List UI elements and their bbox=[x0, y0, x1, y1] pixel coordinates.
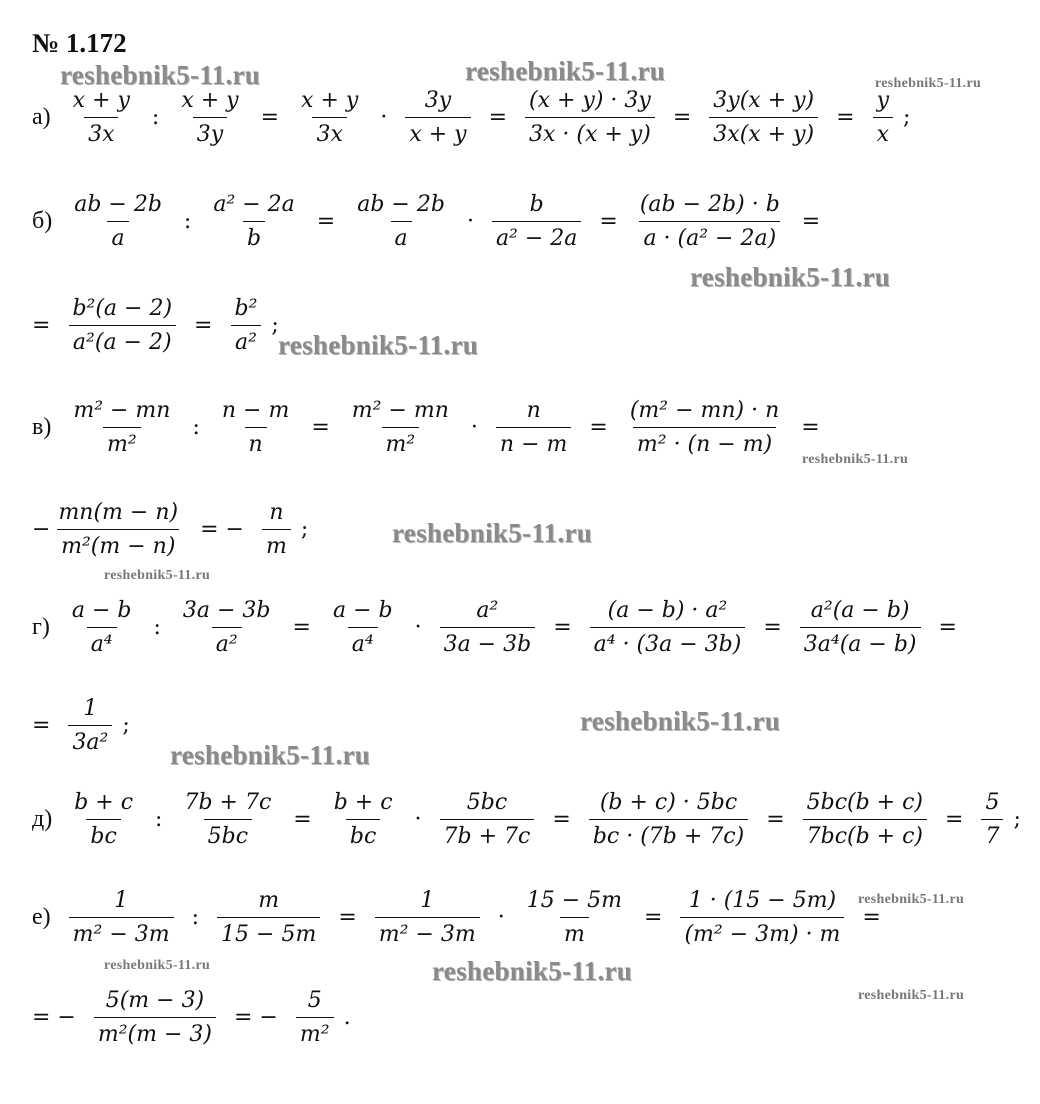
fraction: $\frac{3y(x + y)}{3x(x + y)}$ bbox=[709, 88, 818, 147]
solution-v: в) $\frac{\text{m² − mn}}{\text{m²}}$ : $\frac{n - m}{n}$ = $\frac{\text{m² − mn}}{\text{m²}}$ · $\frac{n}{n - m}$ = $\frac{\text{(m² − mn) · n}}{\text{m² · (n − m)}}$ = bbox=[32, 398, 820, 457]
watermark: reshebnik5-11.ru bbox=[858, 892, 965, 907]
label-b: б) bbox=[32, 208, 53, 234]
fraction: $\frac{3a - 3b}{\text{a²}}$ bbox=[182, 598, 271, 657]
solution-e-cont: = − $\frac{5(m - 3)}{\text{m²(m − 3)}}$ = − $\frac{5}{\text{m²}}$ . bbox=[32, 988, 351, 1047]
solution-b-cont: = $\frac{\text{b²(a − 2)}}{\text{a²(a − 2)}}$ = $\frac{\text{b²}}{\text{a²}}$ ; bbox=[32, 296, 279, 355]
fraction: $\frac{\text{m² − mn}}{\text{m²}}$ bbox=[351, 398, 449, 457]
fraction: $\frac{n}{m}$ bbox=[262, 500, 291, 559]
solution-d: д) $\frac{b + c}{bc}$ : $\frac{7b + 7c}{5bc}$ = $\frac{b + c}{bc}$ · $\frac{5bc}{7b + 7c}$ = $\frac{(b + c) \cdot 5bc}{bc \cdot (7b + 7c)}$ = $\frac{5bc(b + c)}{7bc(b + c)}$ = $\frac{5}{7}$ ; bbox=[32, 790, 1021, 849]
fraction: $\frac{5}{7}$ bbox=[981, 790, 1003, 849]
fraction: $\frac{\text{(m² − mn) · n}}{\text{m² · (n − m)}}$ bbox=[629, 398, 780, 457]
fraction: $\frac{\text{b²(a − 2)}}{\text{a²(a − 2)}}$ bbox=[68, 296, 176, 355]
solution-g: г) $\frac{a - b}{\text{a⁴}}$ : $\frac{3a - 3b}{\text{a²}}$ = $\frac{a - b}{\text{a⁴}}$ · $\frac{\text{a²}}{3a - 3b}$ = $\frac{\text{(a − b) · a²}}{\text{a⁴ · (3a − 3b)}}$ = $\frac{\text{a²(a − b)}}{\text{3a⁴(a − b)}}$ = bbox=[32, 598, 957, 657]
watermark: reshebnik5-11.ru bbox=[580, 706, 781, 736]
label-g: г) bbox=[32, 614, 50, 640]
label-a: а) bbox=[32, 104, 51, 130]
fraction: $\frac{1}{\text{m² − 3m}}$ bbox=[69, 888, 174, 947]
solution-e: е) $\frac{1}{\text{m² − 3m}}$ : $\frac{m}{15 - 5m}$ = $\frac{1}{\text{m² − 3m}}$ · $\frac{15 - 5m}{m}$ = $\frac{1 \cdot (15 - 5m)}{\text{(m² − 3m) · m}}$ = bbox=[32, 888, 881, 947]
fraction: $\frac{ab - 2b}{a}$ bbox=[74, 192, 162, 251]
fraction: $\frac{\text{a² − 2a}}{b}$ bbox=[213, 192, 295, 251]
fraction: $\frac{15 - 5m}{m}$ bbox=[526, 888, 623, 947]
watermark: reshebnik5-11.ru bbox=[875, 76, 982, 91]
watermark: reshebnik5-11.ru bbox=[170, 740, 371, 770]
solution-b: б) $\frac{ab - 2b}{a}$ : $\frac{\text{a² − 2a}}{b}$ = $\frac{ab - 2b}{a}$ · $\frac{b}{\text{a² − 2a}}$ = $\frac{(ab - 2b) \cdot b}{\text{a · (a² − 2a)}}$ = bbox=[32, 192, 821, 251]
watermark: reshebnik5-11.ru bbox=[392, 518, 593, 548]
fraction: $\frac{1}{\text{3a²}}$ bbox=[68, 696, 112, 755]
fraction: $\frac{n}{n - m}$ bbox=[496, 398, 571, 457]
solution-g-cont: = $\frac{1}{\text{3a²}}$ ; bbox=[32, 696, 130, 755]
fraction: $\frac{x + y}{3x}$ bbox=[301, 88, 359, 147]
watermark: reshebnik5-11.ru bbox=[432, 956, 633, 986]
watermark: reshebnik5-11.ru bbox=[104, 958, 211, 973]
fraction: $\frac{3y}{x + y}$ bbox=[405, 88, 470, 147]
fraction: $\frac{\text{m² − mn}}{\text{m²}}$ bbox=[73, 398, 171, 457]
watermark: reshebnik5-11.ru bbox=[465, 56, 666, 86]
solution-v-cont: − $\frac{mn(m - n)}{\text{m²(m − n)}}$ = − $\frac{n}{m}$ ; bbox=[32, 500, 309, 559]
fraction: $\frac{1}{\text{m² − 3m}}$ bbox=[375, 888, 480, 947]
fraction: $\frac{5}{\text{m²}}$ bbox=[296, 988, 334, 1047]
fraction: $\frac{b}{\text{a² − 2a}}$ bbox=[492, 192, 581, 251]
fraction: $\frac{1 \cdot (15 - 5m)}{\text{(m² − 3m) · m}}$ bbox=[680, 888, 844, 947]
label-e: е) bbox=[32, 904, 51, 930]
solution-a: а) $\frac{x + y}{3x}$ : $\frac{x + y}{3y}$ = $\frac{x + y}{3x}$ · $\frac{3y}{x + y}$ = $\frac{(x + y) \cdot 3y}{3x \cdot (x + y)}$ = $\frac{3y(x + y)}{3x(x + y)}$ = $\frac{y}{x}$ ; bbox=[32, 88, 911, 147]
fraction: $\frac{(x + y) \cdot 3y}{3x \cdot (x + y)}$ bbox=[525, 88, 655, 147]
fraction: $\frac{5(m - 3)}{\text{m²(m − 3)}}$ bbox=[94, 988, 216, 1047]
fraction: $\frac{a - b}{\text{a⁴}}$ bbox=[71, 598, 132, 657]
fraction: $\frac{5bc(b + c)}{7bc(b + c)}$ bbox=[803, 790, 927, 849]
fraction: $\frac{5bc}{7b + 7c}$ bbox=[440, 790, 535, 849]
problem-title: № 1.172 bbox=[32, 28, 127, 58]
fraction: $\frac{ab - 2b}{a}$ bbox=[357, 192, 445, 251]
fraction: $\frac{b + c}{bc}$ bbox=[333, 790, 393, 849]
watermark: reshebnik5-11.ru bbox=[278, 330, 479, 360]
fraction: $\frac{y}{x}$ bbox=[873, 88, 893, 147]
fraction: $\frac{\text{(a − b) · a²}}{\text{a⁴ · (3a − 3b)}}$ bbox=[590, 598, 746, 657]
label-v: в) bbox=[32, 414, 52, 440]
fraction: $\frac{n - m}{n}$ bbox=[221, 398, 290, 457]
fraction: $\frac{x + y}{3x}$ bbox=[72, 88, 130, 147]
fraction: $\frac{a - b}{\text{a⁴}}$ bbox=[332, 598, 393, 657]
fraction: $\frac{\text{b²}}{\text{a²}}$ bbox=[230, 296, 261, 355]
watermark: reshebnik5-11.ru bbox=[690, 262, 891, 292]
fraction: $\frac{mn(m - n)}{\text{m²(m − n)}}$ bbox=[58, 500, 179, 559]
fraction: $\frac{\text{a²}}{3a - 3b}$ bbox=[440, 598, 536, 657]
fraction: $\frac{x + y}{3y}$ bbox=[181, 88, 239, 147]
watermark: reshebnik5-11.ru bbox=[60, 60, 261, 90]
fraction: $\frac{b + c}{bc}$ bbox=[74, 790, 134, 849]
fraction: $\frac{(b + c) \cdot 5bc}{bc \cdot (7b + 7c)}$ bbox=[589, 790, 748, 849]
watermark: reshebnik5-11.ru bbox=[104, 568, 211, 583]
fraction: $\frac{\text{a²(a − b)}}{\text{3a⁴(a − b)}}$ bbox=[800, 598, 921, 657]
fraction: $\frac{(ab - 2b) \cdot b}{\text{a · (a² − 2a)}}$ bbox=[639, 192, 780, 251]
fraction: $\frac{m}{15 - 5m}$ bbox=[217, 888, 320, 947]
label-d: д) bbox=[32, 806, 53, 832]
watermark: reshebnik5-11.ru bbox=[858, 988, 965, 1003]
fraction: $\frac{7b + 7c}{5bc}$ bbox=[184, 790, 272, 849]
watermark: reshebnik5-11.ru bbox=[802, 452, 909, 467]
